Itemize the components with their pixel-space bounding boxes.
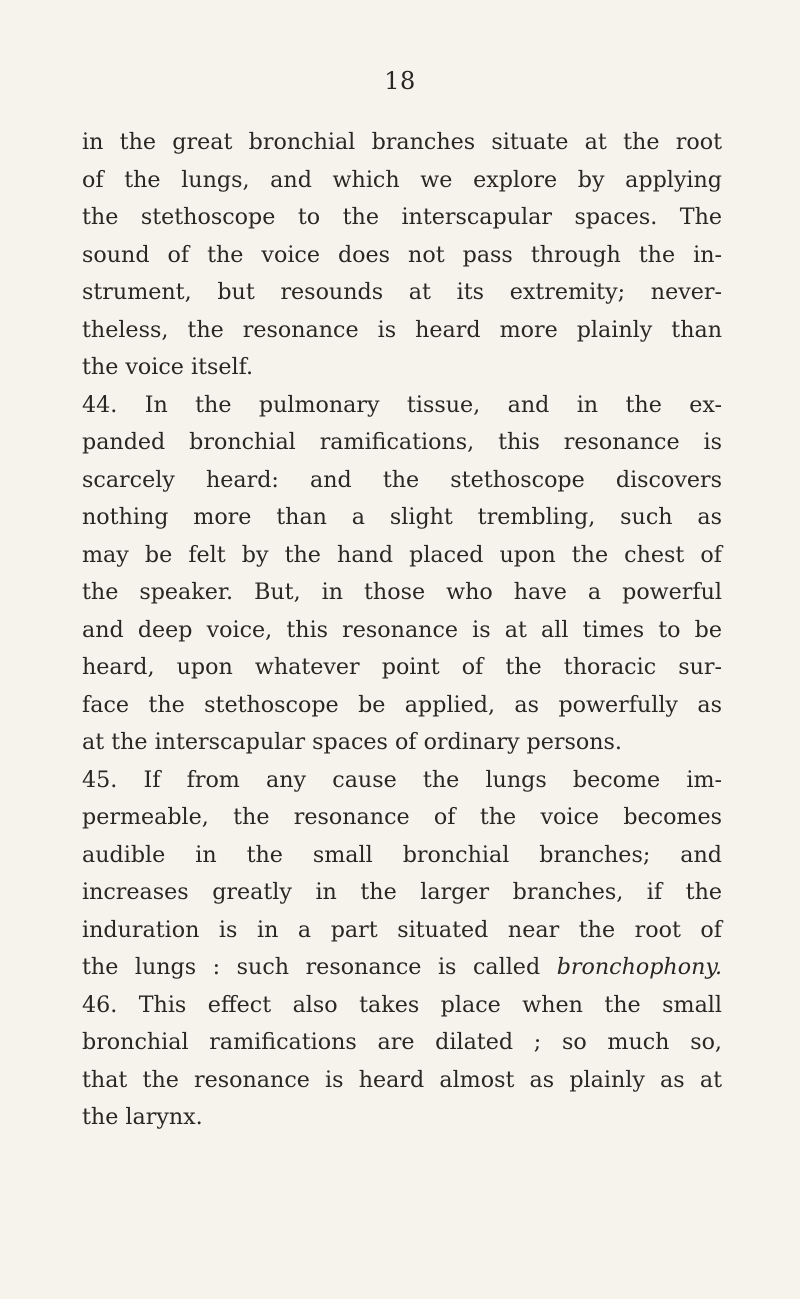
text-line: heard, upon whatever point of the thoracic sur- — [82, 654, 722, 680]
italic-term: bronchophony. — [556, 954, 722, 980]
text-line: of the lungs, and which we explore by applying — [82, 166, 722, 193]
text-line: the speaker. But, in those who have a powerful — [82, 579, 722, 605]
text-line: increases greatly in the larger branches, if the — [82, 879, 722, 905]
text-line: in the great bronchial branches situate at the root — [82, 129, 722, 155]
text-line: the stethoscope to the interscapular spaces. The — [82, 204, 722, 230]
text-line: sound of the voice does not pass through the in- — [82, 241, 722, 268]
text-line: panded bronchial ramifications, this resonance is — [82, 429, 722, 455]
text-line: the larynx. — [82, 1104, 203, 1130]
paragraph-45-line: 45. If from any cause the lungs become im- — [82, 766, 722, 793]
paragraph-46-line: 46. This effect also takes place when the small — [82, 991, 722, 1018]
paragraph-44-line: 44. In the pulmonary tissue, and in the ex- — [82, 391, 722, 418]
text-line: audible in the small bronchial branches; and — [82, 841, 722, 868]
text-line-with-term — [82, 949, 722, 987]
text-fragment: the lungs : such resonance is called — [82, 954, 557, 980]
text-line: induration is in a part situated near the root of — [82, 916, 722, 943]
text-line: the voice itself. — [82, 354, 254, 380]
page-number: 18 — [384, 67, 416, 95]
text-line: scarcely heard: and the stethoscope discovers — [82, 466, 722, 493]
text-line: and deep voice, this resonance is at all times to be — [82, 616, 722, 643]
text-line: may be felt by the hand placed upon the chest of — [82, 541, 722, 568]
text-line: that the resonance is heard almost as plainly as at — [82, 1066, 722, 1093]
text-line: at the interscapular spaces of ordinary persons. — [82, 729, 622, 755]
text-line: bronchial ramifications are dilated ; so much so, — [82, 1029, 722, 1055]
text-line: face the stethoscope be applied, as powerfully as — [82, 691, 722, 718]
text-line: theless, the resonance is heard more plainly than — [82, 316, 722, 343]
text-line: strument, but resounds at its extremity; never- — [82, 279, 722, 305]
body-text — [82, 124, 722, 1137]
text-line: permeable, the resonance of the voice becomes — [82, 804, 722, 830]
text-line: nothing more than a slight trembling, such as — [82, 504, 722, 530]
